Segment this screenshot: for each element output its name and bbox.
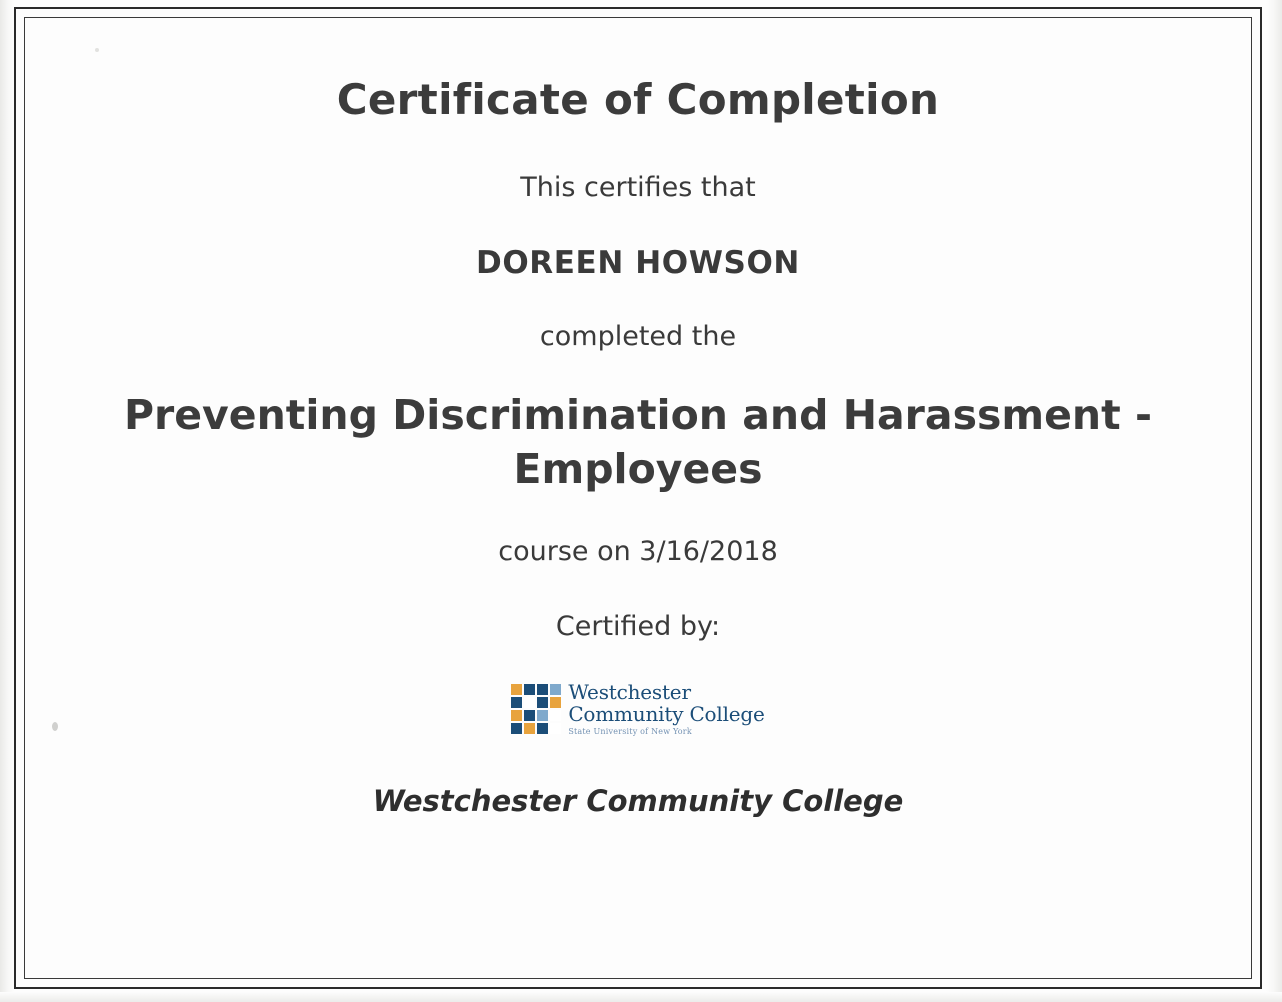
recipient-name: DOREEN HOWSON [476,245,800,281]
logo-name-line1: Westchester [568,680,691,705]
logo-tile [524,710,535,721]
logo-tile [550,723,561,734]
issuer-name: Westchester Community College [372,784,904,819]
logo-tile [511,710,522,721]
scan-edge-bottom [0,992,1282,1002]
completed-line: completed the [539,321,737,352]
logo-tile [524,697,535,708]
certifies-line: This certifies that [520,172,756,203]
logo-tile [550,684,561,695]
scan-edge-left [0,0,14,1002]
logo-tile [511,723,522,734]
logo-tile [537,723,548,734]
logo-tile [550,697,561,708]
certificate-content [24,17,1252,979]
logo-tile [524,684,535,695]
logo-tile [537,710,548,721]
logo-tile [524,723,535,734]
issuer-logo [24,682,1252,736]
logo-tile-grid [511,684,561,734]
scan-edge-right [1266,0,1282,1002]
logo-tile [511,684,522,695]
certified-by-label: Certified by: [555,611,721,643]
logo-name-line2: Community College [568,701,765,726]
logo-text [568,682,764,736]
logo-tile [550,710,561,721]
course-date-line: course on 3/16/2018 [498,536,778,568]
logo-tile [511,697,522,708]
logo-tile [537,697,548,708]
course-title: Preventing Discrimination and Harassment - Employees [123,391,1152,494]
logo-tagline: State University of New York [568,727,692,736]
certificate-title: Certificate of Completion [336,75,940,124]
logo-tile [537,684,548,695]
